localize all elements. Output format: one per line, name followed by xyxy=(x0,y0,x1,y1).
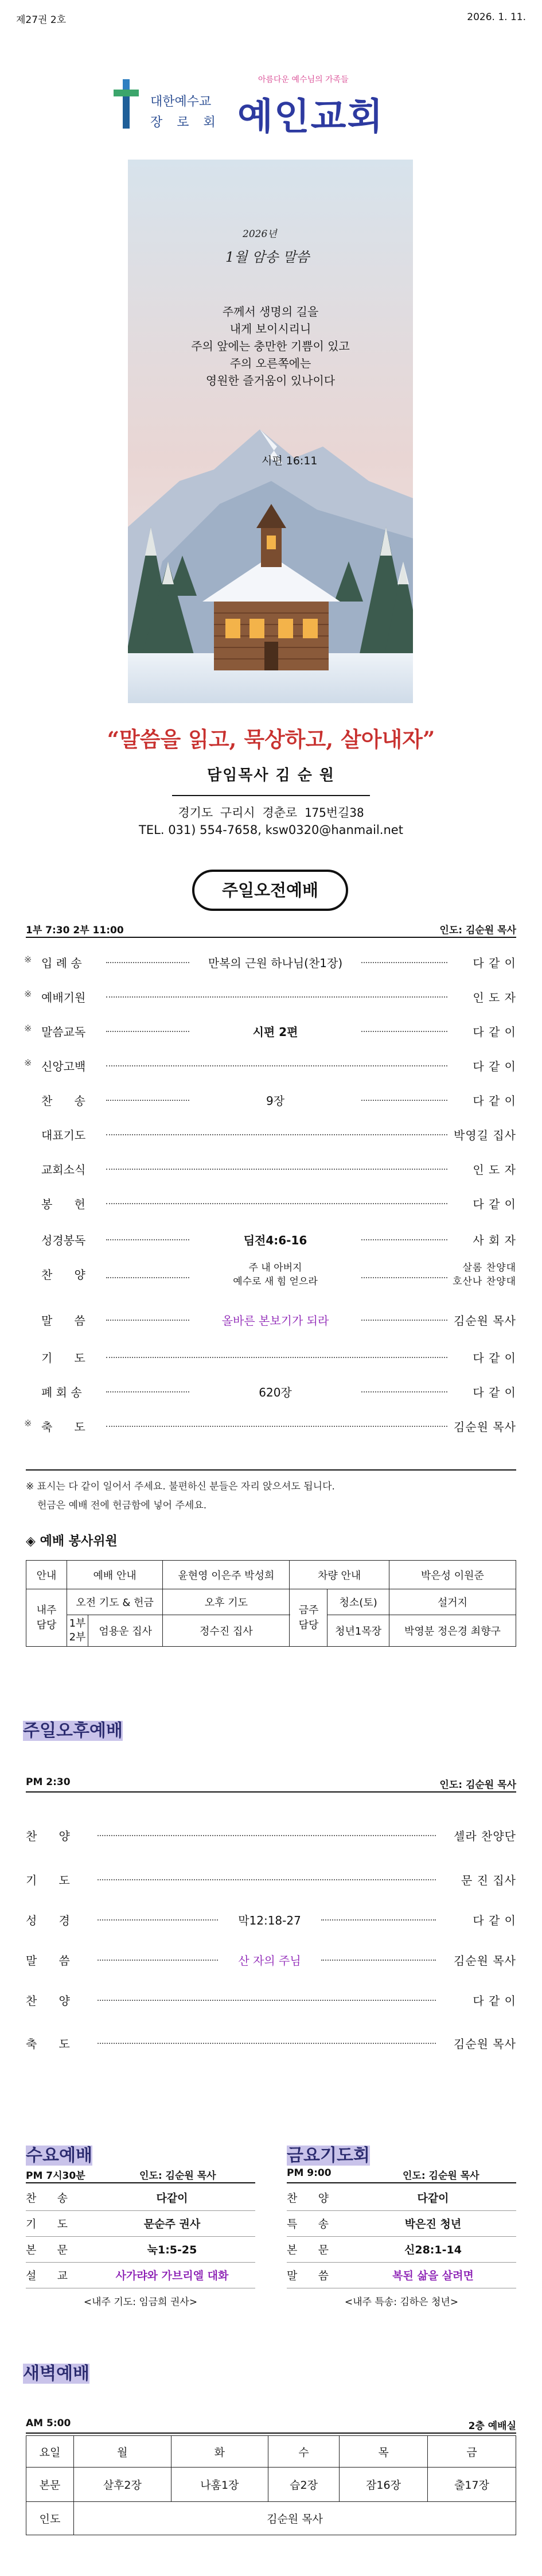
table-cell: 정수진 집사 xyxy=(163,1615,290,1647)
church-logo-cross-icon xyxy=(114,79,139,129)
standing-mark: ※ xyxy=(24,1057,32,1068)
order-item: 축 도 xyxy=(26,2037,70,2051)
table-header-cell: 요일 xyxy=(26,2436,74,2468)
issue-number: 제27권 2호 xyxy=(16,14,67,26)
dotted-leader xyxy=(106,1426,447,1427)
diamond-icon: ◈ xyxy=(26,1534,36,1549)
dotted-leader xyxy=(98,1960,218,1961)
dotted-leader xyxy=(361,1391,447,1392)
order-item: 신앙고백 xyxy=(41,1060,86,1073)
order-content: 9장 xyxy=(266,1094,285,1108)
afternoon-leader: 인도: 김순원 목사 xyxy=(439,1779,516,1791)
row-divider xyxy=(26,2210,255,2211)
wednesday-next-prayer: <내주 기도: 임금희 권사> xyxy=(83,2296,198,2308)
church-name: 예인교회 xyxy=(237,96,384,138)
order-content: 박은진 청년 xyxy=(404,2218,462,2230)
table-cell: 출17장 xyxy=(427,2468,516,2502)
morning-time: 1부 7:30 2부 11:00 xyxy=(26,925,124,936)
order-content: 딤전4:6-16 xyxy=(243,1233,307,1247)
order-person: 살롬 찬양대 호산나 찬양대 xyxy=(453,1262,516,1287)
order-item: 봉 헌 xyxy=(41,1197,85,1211)
dotted-leader xyxy=(106,1134,447,1135)
order-item: 폐 회 송 xyxy=(41,1386,82,1399)
church-address: 경기도 구리시 경춘로 175번길38 xyxy=(178,806,364,820)
order-person: 다 같 이 xyxy=(473,1994,516,2008)
row-divider xyxy=(26,2262,255,2263)
order-item: 교회소식 xyxy=(41,1163,86,1177)
order-item: 찬 양 xyxy=(287,2192,329,2205)
offering-note: 헌금은 예배 전에 헌금함에 넣어 주세요. xyxy=(37,1500,207,1511)
standing-mark: ※ xyxy=(24,1023,32,1034)
order-item: 기 도 xyxy=(26,2218,68,2230)
order-item: 말씀교독 xyxy=(41,1025,86,1039)
order-item: 말 씀 xyxy=(287,2269,329,2282)
order-person: 다 같 이 xyxy=(473,956,516,970)
table-cell: 엄용운 집사 xyxy=(88,1615,163,1647)
row-divider xyxy=(26,2236,255,2237)
table-cell: 청소(토) xyxy=(327,1589,389,1615)
dotted-leader xyxy=(361,1100,447,1101)
dotted-leader xyxy=(98,2000,436,2001)
order-person: 다 같 이 xyxy=(473,1060,516,1073)
service-team-title: 예배 봉사위원 xyxy=(40,1534,118,1549)
friday-time: PM 9:00 xyxy=(287,2167,332,2179)
standing-mark: ※ xyxy=(24,954,32,965)
order-item: 기 도 xyxy=(26,1873,70,1887)
dotted-leader xyxy=(98,2043,436,2044)
order-item: 찬 송 xyxy=(41,1094,85,1108)
table-cell: 청년1목장 xyxy=(327,1615,389,1647)
wednesday-time: PM 7시30분 xyxy=(26,2170,85,2182)
order-person: 다 같 이 xyxy=(473,1386,516,1399)
order-content: 사가랴와 가브리엘 대화 xyxy=(115,2269,229,2282)
dotted-leader xyxy=(361,1031,447,1032)
divider xyxy=(287,2182,516,2183)
order-content: 시편 2편 xyxy=(252,1025,298,1039)
divider xyxy=(26,2433,516,2434)
table-cell: 내주 담당 xyxy=(26,1589,67,1647)
table-row xyxy=(26,1561,516,1589)
table-cell: 금주 담당 xyxy=(290,1589,327,1647)
order-item: 입 례 송 xyxy=(41,956,82,970)
dotted-leader xyxy=(321,1919,436,1921)
order-person: 문 진 집사 xyxy=(461,1873,516,1887)
friday-leader: 인도: 김순원 목사 xyxy=(403,2170,479,2182)
wednesday-service-title: 수요예배 xyxy=(26,2146,92,2166)
table-cell: 살후2장 xyxy=(74,2468,171,2502)
afternoon-time: PM 2:30 xyxy=(26,1776,71,1788)
order-item: 말 씀 xyxy=(41,1314,85,1328)
wednesday-leader: 인도: 김순원 목사 xyxy=(139,2170,216,2182)
afternoon-service-title: 주일오후예배 xyxy=(23,1721,123,1741)
table-cell: 1부 2부 xyxy=(67,1615,88,1647)
table-cell: 오전 기도 & 헌금 xyxy=(67,1589,163,1615)
dotted-leader xyxy=(98,1919,218,1921)
dotted-leader xyxy=(106,1391,189,1392)
dotted-leader xyxy=(106,1277,189,1278)
table-cell: 오후 기도 xyxy=(163,1589,290,1615)
dotted-leader xyxy=(106,1169,447,1170)
table-header-cell: 금 xyxy=(427,2436,516,2468)
dotted-leader xyxy=(106,1065,447,1066)
standing-mark: ※ xyxy=(24,988,32,999)
divider xyxy=(26,1469,516,1471)
cover-verse-line: 내게 보이시리니 xyxy=(229,322,311,336)
order-item: 찬 양 xyxy=(26,1994,70,2008)
church-contact: TEL. 031) 554-7658, ksw0320@hanmail.net xyxy=(139,823,403,837)
table-header-cell: 목 xyxy=(340,2436,428,2468)
service-team-heading xyxy=(26,1531,118,1549)
senior-pastor: 담임목사 김 순 원 xyxy=(207,767,335,784)
order-item: 기 도 xyxy=(41,1351,85,1365)
friday-service-title: 금요기도회 xyxy=(287,2146,370,2166)
dotted-leader xyxy=(106,1357,447,1358)
table-row xyxy=(26,2468,516,2502)
order-item: 특 송 xyxy=(287,2218,329,2230)
table-row xyxy=(26,2502,516,2535)
order-person: 인 도 자 xyxy=(473,1163,516,1177)
order-person: 다 같 이 xyxy=(473,1197,516,1211)
table-cell: 박영분 정은경 최향구 xyxy=(389,1615,516,1647)
dotted-leader xyxy=(106,996,447,998)
dotted-leader xyxy=(321,1960,436,1961)
table-cell: 본문 xyxy=(26,2468,74,2502)
dotted-leader xyxy=(106,962,189,963)
order-person: 다 같 이 xyxy=(473,1025,516,1039)
divider xyxy=(172,795,370,796)
order-content: 다같이 xyxy=(156,2192,188,2205)
cover-verse-line: 주께서 생명의 길을 xyxy=(222,305,319,319)
morning-leader: 인도: 김순원 목사 xyxy=(439,925,516,936)
dotted-leader xyxy=(361,962,447,963)
cover-year: 2026년 xyxy=(243,228,277,240)
order-content: 만복의 근원 하나님(찬1장) xyxy=(208,956,343,970)
divider xyxy=(26,1791,516,1793)
table-header-cell: 수 xyxy=(268,2436,340,2468)
friday-next-song: <내주 특송: 김하은 청년> xyxy=(344,2296,459,2308)
cover-verse-line: 영원한 즐거움이 있나이다 xyxy=(205,374,336,387)
order-item: 찬 송 xyxy=(26,2192,68,2205)
order-person: 사 회 자 xyxy=(473,1233,516,1247)
dawn-place: 2층 예배실 xyxy=(468,2420,516,2432)
standing-note: ※ 표시는 다 같이 일어서 주세요. 불편하신 분들은 자리 앉으셔도 됩니다. xyxy=(26,1481,335,1492)
order-person: 인 도 자 xyxy=(473,991,516,1004)
bulletin-date: 2026. 1. 11. xyxy=(467,11,526,23)
dawn-time: AM 5:00 xyxy=(26,2418,71,2429)
order-person: 김순원 목사 xyxy=(454,1954,516,1968)
dawn-service-title: 새벽예배 xyxy=(23,2364,89,2384)
table-cell: 차량 안내 xyxy=(290,1561,389,1589)
order-content: 다같이 xyxy=(417,2192,449,2205)
dotted-leader xyxy=(98,1879,436,1880)
cover-illustration xyxy=(128,160,413,703)
table-cell: 예배 안내 xyxy=(67,1561,163,1589)
order-content: 신28:1-14 xyxy=(404,2244,462,2256)
table-cell: 안내 xyxy=(26,1561,67,1589)
order-item: 예배기원 xyxy=(41,991,86,1004)
dotted-leader xyxy=(106,1239,189,1240)
dawn-schedule-table xyxy=(26,2435,516,2535)
table-row xyxy=(26,1615,516,1647)
order-content: 복된 삶을 살려면 xyxy=(392,2269,474,2282)
order-item: 본 문 xyxy=(287,2244,329,2256)
order-item: 성경봉독 xyxy=(41,1233,86,1247)
order-content: 620장 xyxy=(259,1386,292,1399)
table-header-cell: 월 xyxy=(74,2436,171,2468)
order-content: 주 내 아버지 예수로 새 힘 얻으라 xyxy=(233,1262,318,1287)
dotted-leader xyxy=(106,1320,189,1321)
standing-mark: ※ xyxy=(24,1418,32,1429)
dotted-leader xyxy=(98,1835,436,1836)
cover-verse-reference: 시편 16:11 xyxy=(262,455,318,467)
table-cell: 김순원 목사 xyxy=(74,2502,516,2535)
row-divider xyxy=(287,2210,516,2211)
dotted-leader xyxy=(106,1203,447,1204)
denomination-line2: 장 로 회 xyxy=(150,115,221,130)
order-person: 다 같 이 xyxy=(473,1094,516,1108)
dotted-leader xyxy=(361,1239,447,1240)
order-person: 박영길 집사 xyxy=(454,1128,516,1142)
table-cell: 박은성 이원준 xyxy=(389,1561,516,1589)
morning-service-title: 주일오전예배 xyxy=(192,870,348,911)
order-person: 김순원 목사 xyxy=(454,1314,516,1328)
row-divider xyxy=(287,2236,516,2237)
divider xyxy=(26,937,516,938)
table-header-cell: 화 xyxy=(171,2436,268,2468)
table-cell: 잠16장 xyxy=(340,2468,428,2502)
table-cell: 인도 xyxy=(26,2502,74,2535)
winter-cabin-image xyxy=(128,160,413,703)
dotted-leader xyxy=(361,1320,447,1321)
divider xyxy=(26,2182,255,2183)
order-content: 막12:18-27 xyxy=(238,1914,301,1927)
dotted-leader xyxy=(361,1277,447,1278)
table-cell: 습2장 xyxy=(268,2468,340,2502)
service-team-table xyxy=(26,1560,516,1647)
cover-verse xyxy=(128,303,413,389)
table-row xyxy=(26,2436,516,2468)
order-content: 눅1:5-25 xyxy=(147,2244,197,2256)
table-cell: 나훔1장 xyxy=(171,2468,268,2502)
church-motto: “말씀을 읽고, 묵상하고, 살아내자” xyxy=(107,727,435,752)
dotted-leader xyxy=(106,1031,189,1032)
order-content: 올바른 본보기가 되라 xyxy=(221,1314,329,1328)
order-person: 다 같 이 xyxy=(473,1914,516,1927)
table-cell: 설거지 xyxy=(389,1589,516,1615)
denomination-line1: 대한예수교 xyxy=(150,95,212,109)
row-divider xyxy=(287,2262,516,2263)
order-item: 대표기도 xyxy=(41,1128,86,1142)
order-item: 축 도 xyxy=(41,1420,85,1434)
order-item: 성 경 xyxy=(26,1914,70,1927)
cover-verse-line: 주의 오른쪽에는 xyxy=(229,356,311,370)
dotted-leader xyxy=(106,1100,189,1101)
cover-month-title: 1월 암송 말씀 xyxy=(225,249,310,265)
table-row xyxy=(26,1589,516,1615)
order-item: 찬 양 xyxy=(26,1829,70,1843)
order-content: 산 자의 주님 xyxy=(238,1954,301,1968)
order-item: 본 문 xyxy=(26,2244,68,2256)
order-item: 설 교 xyxy=(26,2269,68,2282)
table-cell: 윤현영 이은주 박성희 xyxy=(163,1561,290,1589)
order-person: 김순원 목사 xyxy=(454,2037,516,2051)
order-person: 김순원 목사 xyxy=(454,1420,516,1434)
church-tagline: 아름다운 예수님의 가족들 xyxy=(258,75,349,84)
order-content: 문순주 권사 xyxy=(143,2218,201,2230)
order-person: 다 같 이 xyxy=(473,1351,516,1365)
order-person: 셀라 찬양단 xyxy=(454,1829,516,1843)
order-item: 말 씀 xyxy=(26,1954,70,1968)
order-item: 찬 양 xyxy=(41,1268,85,1282)
cover-verse-line: 주의 앞에는 충만한 기쁨이 있고 xyxy=(191,339,350,353)
